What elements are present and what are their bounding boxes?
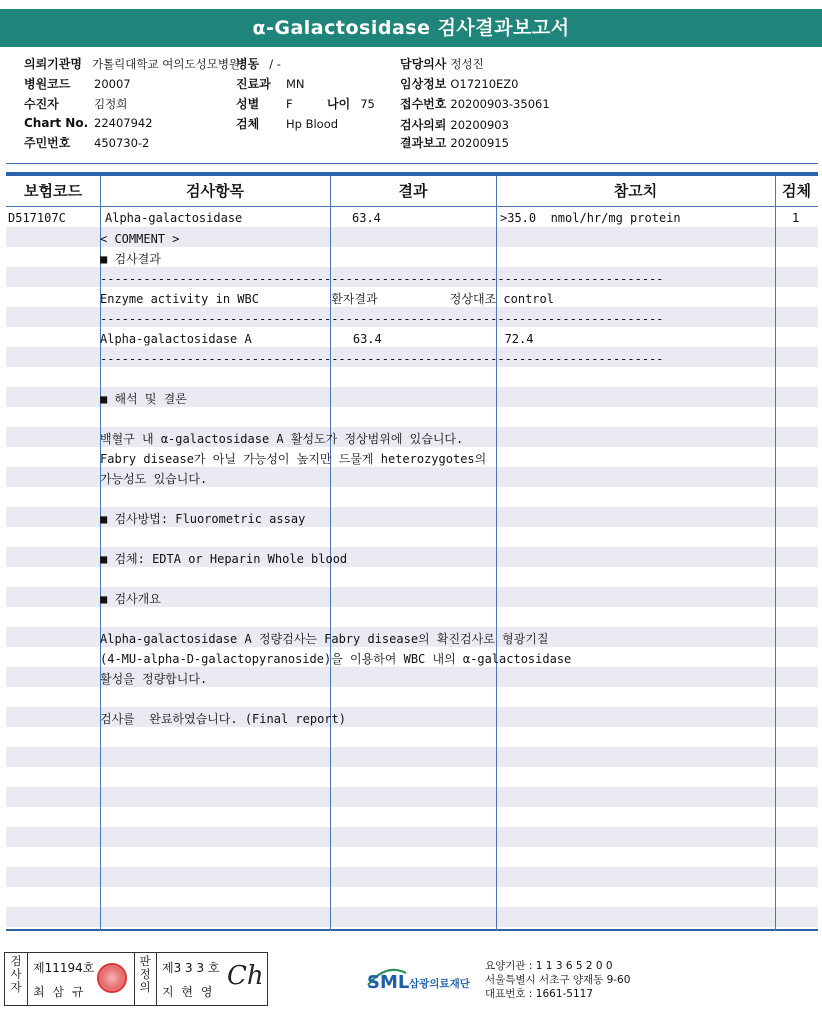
row-code: D517107C bbox=[8, 211, 66, 225]
header-reference: 참고치 bbox=[613, 182, 658, 200]
comment-line: ------------------------------------------------------------------------------ bbox=[100, 352, 664, 366]
request-row bbox=[400, 116, 509, 133]
row-stripe bbox=[6, 827, 818, 847]
row-stripe bbox=[6, 907, 818, 927]
tester-label: 검사자 bbox=[10, 954, 22, 994]
row-result: 63.4 bbox=[352, 211, 381, 225]
clinical-value: O17210EZ0 bbox=[450, 77, 519, 91]
chart-value: 22407942 bbox=[94, 116, 153, 130]
comment-line: ■ 검사방법: Fluorometric assay bbox=[100, 512, 306, 526]
comment-line: Alpha-galactosidase A 63.4 72.4 bbox=[100, 332, 534, 346]
row-stripe bbox=[6, 787, 818, 807]
row-reference: >35.0 nmol/hr/mg protein bbox=[500, 211, 681, 225]
box-divider bbox=[27, 953, 28, 1005]
age-row bbox=[327, 95, 375, 112]
department-row bbox=[236, 75, 305, 92]
comment-line: 백혈구 내 α-galactosidase A 활성도가 정상범위에 있습니다. bbox=[100, 432, 464, 446]
ward-value: / - bbox=[269, 57, 281, 71]
seal-stamp-icon bbox=[97, 963, 127, 993]
hospital-code-value: 20007 bbox=[94, 77, 131, 91]
logo-text: SML bbox=[367, 972, 410, 993]
comment-line: ■ 검사개요 bbox=[100, 592, 161, 606]
institution-label: 의뢰기관명 bbox=[24, 57, 82, 71]
signature-box bbox=[4, 952, 268, 1006]
age-label: 나이 bbox=[327, 97, 351, 111]
row-stripe bbox=[6, 747, 818, 767]
institution-row bbox=[24, 55, 240, 72]
department-label: 진료과 bbox=[236, 77, 271, 91]
sml-logo-icon bbox=[366, 961, 486, 997]
contact-info bbox=[485, 959, 630, 1001]
divider-thin bbox=[6, 163, 818, 164]
institution-value: 가톨릭대학교 여의도성모병원 bbox=[91, 57, 241, 71]
header-divider bbox=[6, 206, 818, 207]
chart-row bbox=[24, 116, 153, 130]
receipt-value: 20200903-35061 bbox=[450, 97, 550, 111]
sex-row bbox=[236, 95, 293, 112]
ward-row bbox=[236, 55, 281, 72]
box-divider bbox=[134, 953, 135, 1005]
reviewer-name: 지 현 영 bbox=[162, 985, 215, 999]
specimen-value: Hp Blood bbox=[286, 117, 339, 131]
doctor-row bbox=[400, 55, 484, 72]
chart-label: Chart No. bbox=[24, 116, 89, 130]
tester-number: 제11194호 bbox=[33, 961, 95, 975]
header-specimen: 검체 bbox=[782, 182, 811, 200]
comment-line: < COMMENT > bbox=[100, 232, 180, 246]
receipt-row bbox=[400, 95, 550, 112]
id-row bbox=[24, 134, 149, 151]
comment-line: ■ 검체: EDTA or Heparin Whole blood bbox=[100, 552, 348, 566]
doctor-value: 정성진 bbox=[450, 57, 484, 71]
reviewer-label: 판정의 bbox=[139, 954, 151, 994]
box-divider bbox=[156, 953, 157, 1005]
request-label: 검사의뢰 bbox=[400, 118, 447, 132]
age-value: 75 bbox=[360, 97, 375, 111]
report-date-value: 20200915 bbox=[450, 136, 509, 150]
contact-line: 서울특별시 서초구 양재동 9-60 bbox=[485, 974, 631, 986]
doctor-label: 담당의사 bbox=[400, 57, 447, 71]
comment-line: 검사를 완료하였습니다. (Final report) bbox=[100, 712, 346, 726]
patient-label: 수진자 bbox=[24, 97, 59, 111]
row-item: Alpha-galactosidase bbox=[105, 211, 243, 225]
sex-value: F bbox=[286, 97, 293, 111]
id-label: 주민번호 bbox=[24, 136, 71, 150]
row-specimen: 1 bbox=[792, 211, 800, 225]
request-value: 20200903 bbox=[450, 118, 509, 132]
foundation-name: 삼광의료재단 bbox=[409, 978, 470, 990]
ward-label: 병동 bbox=[236, 57, 260, 71]
header-insurance-code: 보험코드 bbox=[24, 182, 82, 200]
tester-name: 최 삼 규 bbox=[33, 985, 86, 999]
comment-line: Alpha-galactosidase A 정량검사는 Fabry disease의 확진검사로 형광기질 bbox=[100, 632, 549, 646]
comment-line: 활성을 정량합니다. bbox=[100, 672, 208, 686]
specimen-label: 검체 bbox=[236, 117, 260, 131]
clinical-label: 임상정보 bbox=[400, 77, 447, 91]
comment-line: ■ 검사결과 bbox=[100, 252, 161, 266]
results-table bbox=[6, 176, 818, 931]
specimen-row bbox=[236, 115, 338, 132]
contact-line: 요양기관 : 1 1 3 6 5 2 0 0 bbox=[485, 960, 613, 972]
comment-line: ------------------------------------------------------------------------------ bbox=[100, 272, 664, 286]
hospital-code-row bbox=[24, 75, 131, 92]
column-divider bbox=[775, 176, 776, 931]
comment-line: 가능성도 있습니다. bbox=[100, 472, 208, 486]
clinical-row bbox=[400, 75, 518, 92]
sml-logo bbox=[366, 961, 486, 1001]
report-title: α-Galactosidase 검사결과보고서 bbox=[0, 9, 822, 47]
id-value: 450730-2 bbox=[94, 136, 150, 150]
reviewer-number: 제3 3 3 호 bbox=[162, 961, 220, 975]
patient-row bbox=[24, 95, 127, 112]
department-value: MN bbox=[286, 77, 305, 91]
comment-line: ■ 해석 및 결론 bbox=[100, 392, 187, 406]
row-stripe bbox=[6, 867, 818, 887]
report-date-row bbox=[400, 134, 509, 151]
comment-line: Fabry disease가 아닐 가능성이 높지만 드물게 heterozygotes의 bbox=[100, 452, 487, 466]
handwritten-signature: Ch bbox=[227, 961, 264, 991]
receipt-label: 접수번호 bbox=[400, 97, 447, 111]
report-footer bbox=[0, 945, 822, 1016]
comment-line: Enzyme activity in WBC 환자결과 정상대조 control bbox=[100, 292, 554, 306]
report-date-label: 결과보고 bbox=[400, 136, 447, 150]
patient-value: 김정희 bbox=[94, 97, 128, 111]
comment-line: (4-MU-alpha-D-galactopyranoside)을 이용하여 WBC 내의 α-galactosidase bbox=[100, 652, 572, 666]
comment-line: ------------------------------------------------------------------------------ bbox=[100, 312, 664, 326]
hospital-code-label: 병원코드 bbox=[24, 77, 71, 91]
header-test-item: 검사항목 bbox=[186, 182, 244, 200]
header-result: 결과 bbox=[398, 182, 428, 200]
contact-line: 대표번호 : 1661-5117 bbox=[485, 988, 594, 1000]
sex-label: 성별 bbox=[236, 97, 260, 111]
